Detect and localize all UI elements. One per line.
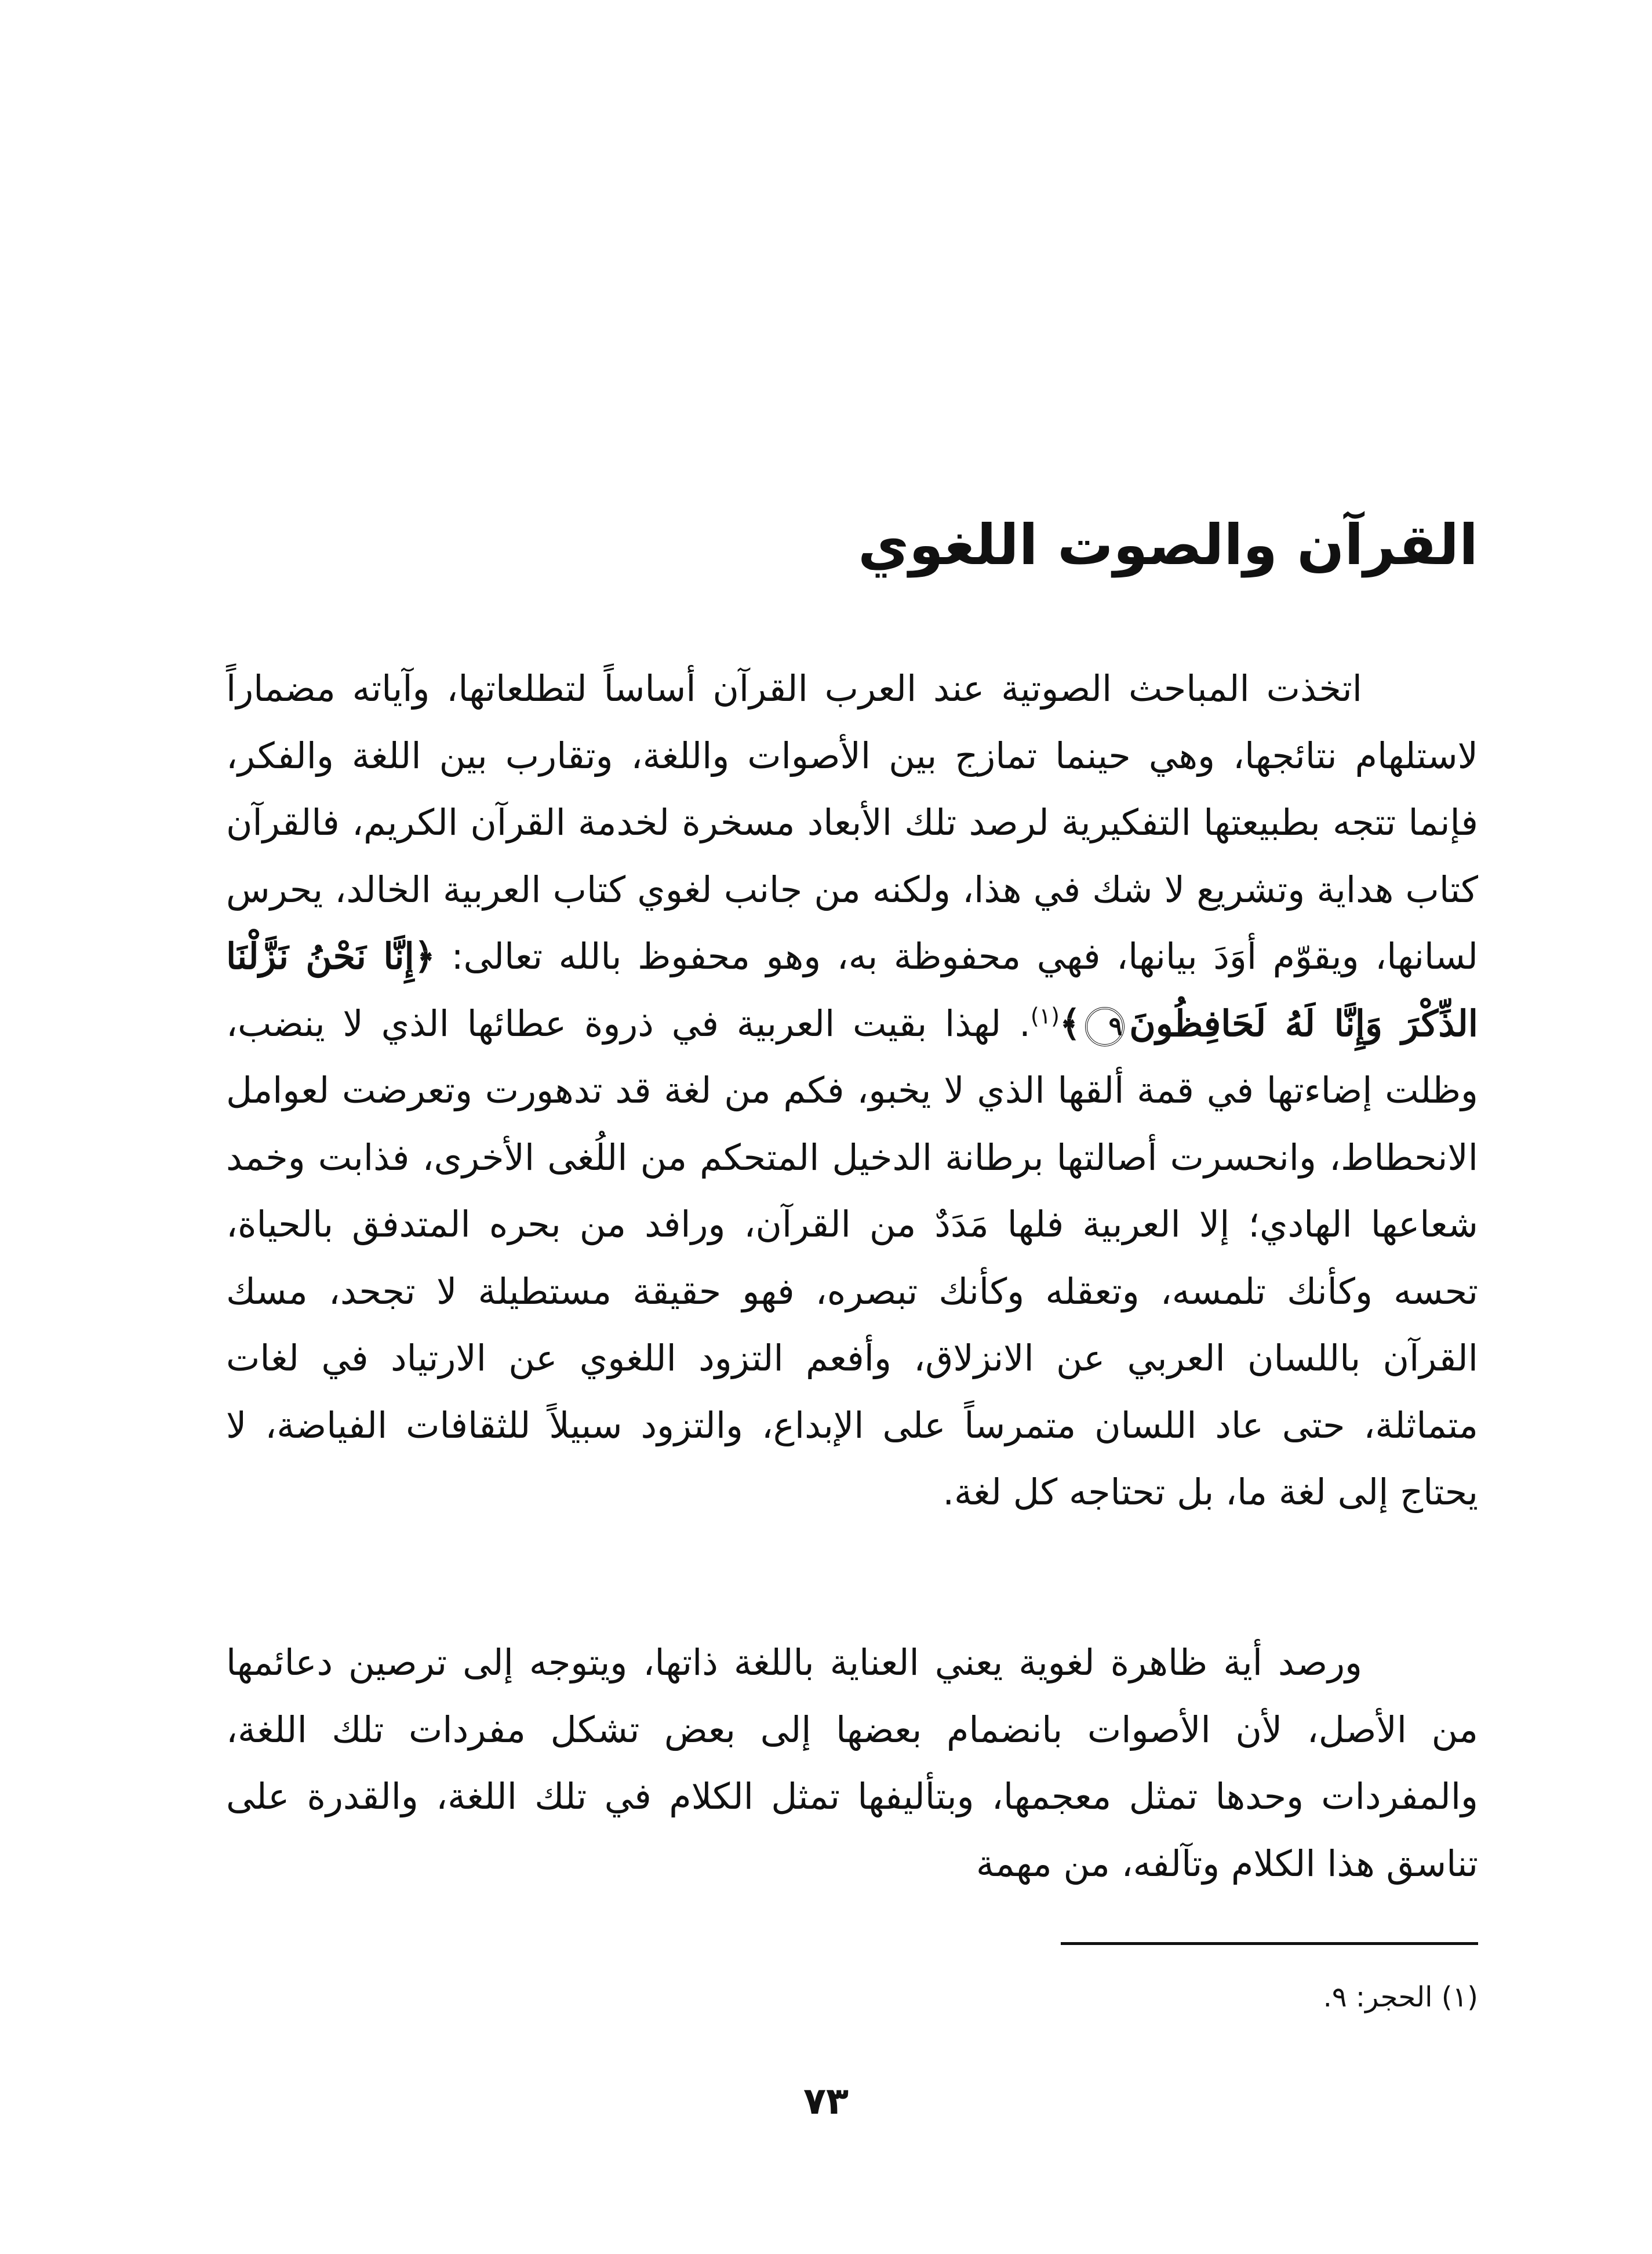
footnote-divider (1061, 1942, 1478, 1945)
footnote: (١) الحجر: ٩. (1323, 1981, 1478, 2013)
paragraph-1-after-verse: . لهذا بقيت العربية في ذروة عطائها الذي لا ينضب، وظلت إضاءتها في قمة ألقها الذي لا يخبو، فكم من لغة قد تدهورت وتعرضت لعوامل الانحطاط، وانحسرت أصالتها برطانة الدخيل المتحكم من اللُغى الأخرى، فذابت وخمد شعاعها الهادي؛ إلا العربية فلها مَدَدٌ من القرآن، ورافد من بحره المتدفق بالحياة، تحسه وكأنك تلمسه، وتعقله وكأنك تبصره، فهو حقيقة مستطيلة لا تجحد، مسك القرآن باللسان العربي عن الانزلاق، وأفعم التزود اللغوي عن الارتياد في لغات متماثلة، حتى عاد اللسان متمرساً على الإبداع، والتزود سبيلاً للثقافات الفياضة، لا يحتاج إلى لغة ما، بل تحتاجه كل لغة. (226, 1002, 1478, 1513)
paragraph-2 (226, 1629, 1478, 1897)
paragraph-1-before-verse: اتخذت المباحث الصوتية عند العرب القرآن أساساً لتطلعاتها، وآياته مضماراً لاستلهام نتائجها، وهي حينما تمازج بين الأصوات واللغة، وتقارب بين اللغة والفكر، فإنما تتجه بطبيعتها التفكيرية لرصد تلك الأبعاد مسخرة لخدمة القرآن الكريم، فالقرآن كتاب هداية وتشريع لا شك في هذا، ولكنه من جانب لغوي كتاب العربية الخالد، يحرس لسانها، ويقوّم أوَدَ بيانها، فهي محفوظة به، وهو محفوظ بالله تعالى: (226, 667, 1478, 977)
quran-verse-text: ﴿إِنَّا نَحْنُ نَزَّلْنَا الذِّكْرَ وَإِنَّا لَهُ لَحَافِظُونَ (226, 935, 1478, 1045)
footnote-marker: (١) (1030, 1002, 1060, 1028)
page-number: ٧٣ (803, 2080, 849, 2123)
paragraph-1 (226, 655, 1478, 1526)
quran-verse-close: ﴾ (1059, 1002, 1081, 1045)
paragraph-2-text: ورصد أية ظاهرة لغوية يعني العناية باللغة ذاتها، ويتوجه إلى ترصين دعائمها من الأصل، لأن الأصوات بانضمام بعضها إلى بعض تشكل مفردات تلك اللغة، والمفردات وحدها تمثل معجمها، وبتأليفها تمثل الكلام في تلك اللغة، والقدرة على تناسق هذا الكلام وتآلفه، من مهمة (226, 1641, 1478, 1885)
verse-number-ornament: ٩ (1085, 1007, 1125, 1046)
chapter-title: القرآن والصوت اللغوي (858, 512, 1478, 577)
